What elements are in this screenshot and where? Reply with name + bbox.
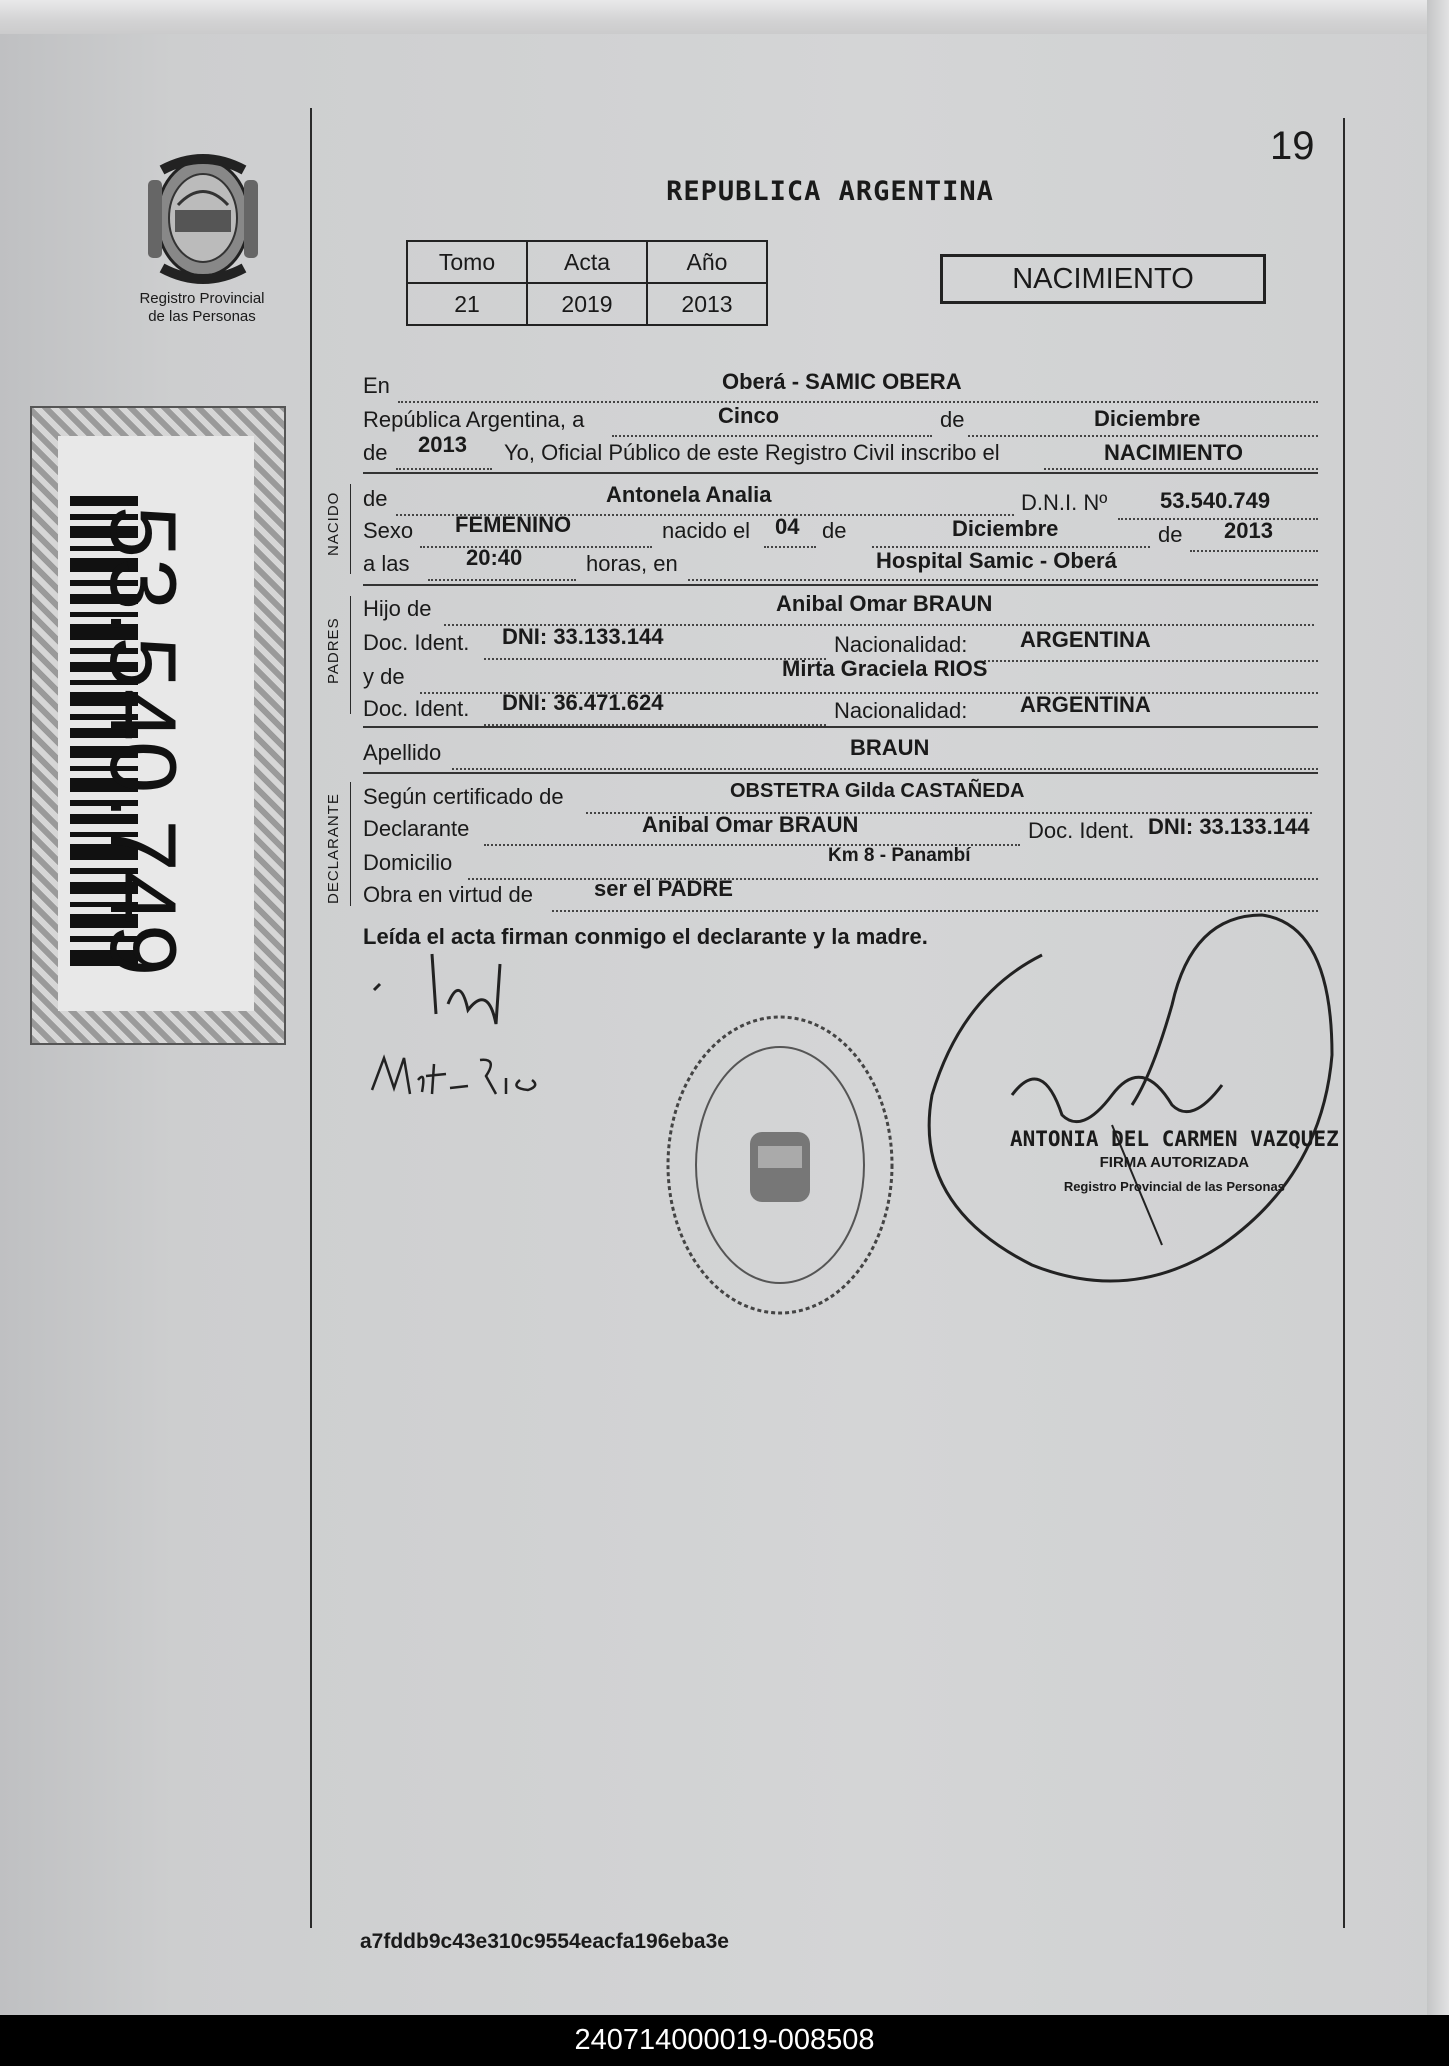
label-republica: República Argentina, a xyxy=(363,407,585,432)
label-apellido: Apellido xyxy=(363,740,442,765)
declarant-signature-icon xyxy=(368,944,518,1044)
label-obra: Obra en virtud de xyxy=(363,882,533,907)
value-madre-nac: ARGENTINA xyxy=(1020,692,1151,717)
sticker-number: 53.540.749 xyxy=(91,505,196,977)
section-label-declarante: DECLARANTE xyxy=(325,793,342,904)
document-title: REPUBLICA ARGENTINA xyxy=(666,176,994,207)
separator xyxy=(363,726,1318,728)
province-seal-icon xyxy=(142,150,264,285)
register-value-anio: 2013 xyxy=(647,283,767,325)
register-value-tomo: 21 xyxy=(407,283,527,325)
label-hijo-de: Hijo de xyxy=(363,596,432,621)
record-type-box: NACIMIENTO xyxy=(940,254,1266,304)
label-a-las: a las xyxy=(363,551,410,576)
registry-caption-line2: de las Personas xyxy=(148,308,256,325)
register-table-header xyxy=(407,241,767,283)
value-obra: ser el PADRE xyxy=(594,876,733,901)
left-margin-line xyxy=(310,108,312,1928)
label-yo: Yo, Oficial Público de este Registro Civil inscribo el xyxy=(504,440,1000,465)
registry-caption-line1: Registro Provincial xyxy=(139,290,265,307)
row-republica xyxy=(363,407,584,437)
signer-name: ANTONIA DEL CARMEN VAZQUEZ xyxy=(1010,1127,1339,1151)
value-domicilio: Km 8 - Panambí xyxy=(828,845,971,866)
value-dia: Cinco xyxy=(718,403,780,428)
separator xyxy=(363,472,1318,474)
label-en: En xyxy=(363,373,390,398)
footer-code: 240714000019-008508 xyxy=(0,2015,1449,2066)
value-mes-nac: Diciembre xyxy=(952,516,1059,541)
section-label-padres: PADRES xyxy=(325,617,342,684)
label-de-anio: de xyxy=(363,440,388,465)
label-de-anio-nac: de xyxy=(1158,522,1183,547)
label-de-mes: de xyxy=(822,518,847,543)
value-sexo: FEMENINO xyxy=(455,512,572,537)
official-signature-icon xyxy=(892,905,1342,1305)
value-anio-nac: 2013 xyxy=(1224,518,1273,543)
value-certificado: OBSTETRA Gilda CASTAÑEDA xyxy=(730,780,1025,802)
label-nac-madre: Nacionalidad: xyxy=(834,698,968,723)
label-doc-padre: Doc. Ident. xyxy=(363,630,470,655)
value-padre-doc: DNI: 33.133.144 xyxy=(502,624,664,649)
register-table xyxy=(406,240,768,326)
value-mes: Diciembre xyxy=(1094,406,1201,431)
value-dni: 53.540.749 xyxy=(1160,488,1271,513)
label-de-nombre: de xyxy=(363,486,388,511)
right-margin-line xyxy=(1343,118,1345,1928)
value-anio: 2013 xyxy=(418,432,467,457)
value-madre-doc: DNI: 36.471.624 xyxy=(502,690,664,715)
label-doc-declarante: Doc. Ident. xyxy=(1028,818,1135,843)
label-certificado: Según certificado de xyxy=(363,784,564,809)
paper-fold-right xyxy=(1427,0,1449,2015)
separator xyxy=(363,584,1318,586)
section-bar xyxy=(350,484,351,574)
value-hora: 20:40 xyxy=(466,545,523,570)
section-bar xyxy=(350,596,351,714)
separator xyxy=(363,772,1318,774)
value-padre: Anibal Omar BRAUN xyxy=(776,591,993,616)
label-doc-madre: Doc. Ident. xyxy=(363,696,470,721)
label-sexo: Sexo xyxy=(363,518,414,543)
register-header-anio: Año xyxy=(647,241,767,283)
value-padre-nac: ARGENTINA xyxy=(1020,627,1151,652)
page-number: 19 xyxy=(1270,124,1315,168)
register-value-acta: 2019 xyxy=(527,283,647,325)
closing-statement: Leída el acta firman conmigo el declarante y la madre. xyxy=(363,924,928,949)
register-table-values xyxy=(407,283,767,325)
label-horas-en: horas, en xyxy=(586,551,678,576)
signer-block xyxy=(1010,1127,1339,1199)
label-nacido-el: nacido el xyxy=(662,518,751,543)
section-bar xyxy=(350,782,351,906)
value-nombre: Antonela Analia xyxy=(606,482,772,507)
label-nac-padre: Nacionalidad: xyxy=(834,632,968,657)
official-stamp-icon xyxy=(660,1010,900,1320)
row-en xyxy=(363,373,390,403)
signer-office: Registro Provincial de las Personas xyxy=(1063,1179,1285,1194)
section-label-nacido: NACIDO xyxy=(325,491,342,556)
id-sticker xyxy=(30,406,286,1045)
sticker-label xyxy=(58,436,254,1011)
label-de: de xyxy=(940,407,965,432)
register-header-acta: Acta xyxy=(527,241,647,283)
value-inscribo: NACIMIENTO xyxy=(1104,440,1243,465)
label-dni: D.N.I. Nº xyxy=(1021,490,1108,515)
registry-caption xyxy=(122,290,282,326)
value-dia-nac: 04 xyxy=(775,514,800,539)
value-apellido: BRAUN xyxy=(850,735,930,760)
value-declarante: Anibal Omar BRAUN xyxy=(642,812,859,837)
value-declarante-doc: DNI: 33.133.144 xyxy=(1148,814,1310,839)
register-header-tomo: Tomo xyxy=(407,241,527,283)
mother-signature-icon xyxy=(370,1050,550,1110)
signer-role: FIRMA AUTORIZADA xyxy=(1099,1154,1250,1171)
label-domicilio: Domicilio xyxy=(363,850,453,875)
value-madre: Mirta Graciela RIOS xyxy=(782,656,988,681)
label-y-de: y de xyxy=(363,664,405,689)
document-hash: a7fddb9c43e310c9554eacfa196eba3e xyxy=(360,1930,729,1953)
label-declarante: Declarante xyxy=(363,816,470,841)
paper-fold-top xyxy=(0,0,1449,34)
value-lugar-nac: Hospital Samic - Oberá xyxy=(876,548,1117,573)
value-lugar: Oberá - SAMIC OBERA xyxy=(722,369,962,394)
